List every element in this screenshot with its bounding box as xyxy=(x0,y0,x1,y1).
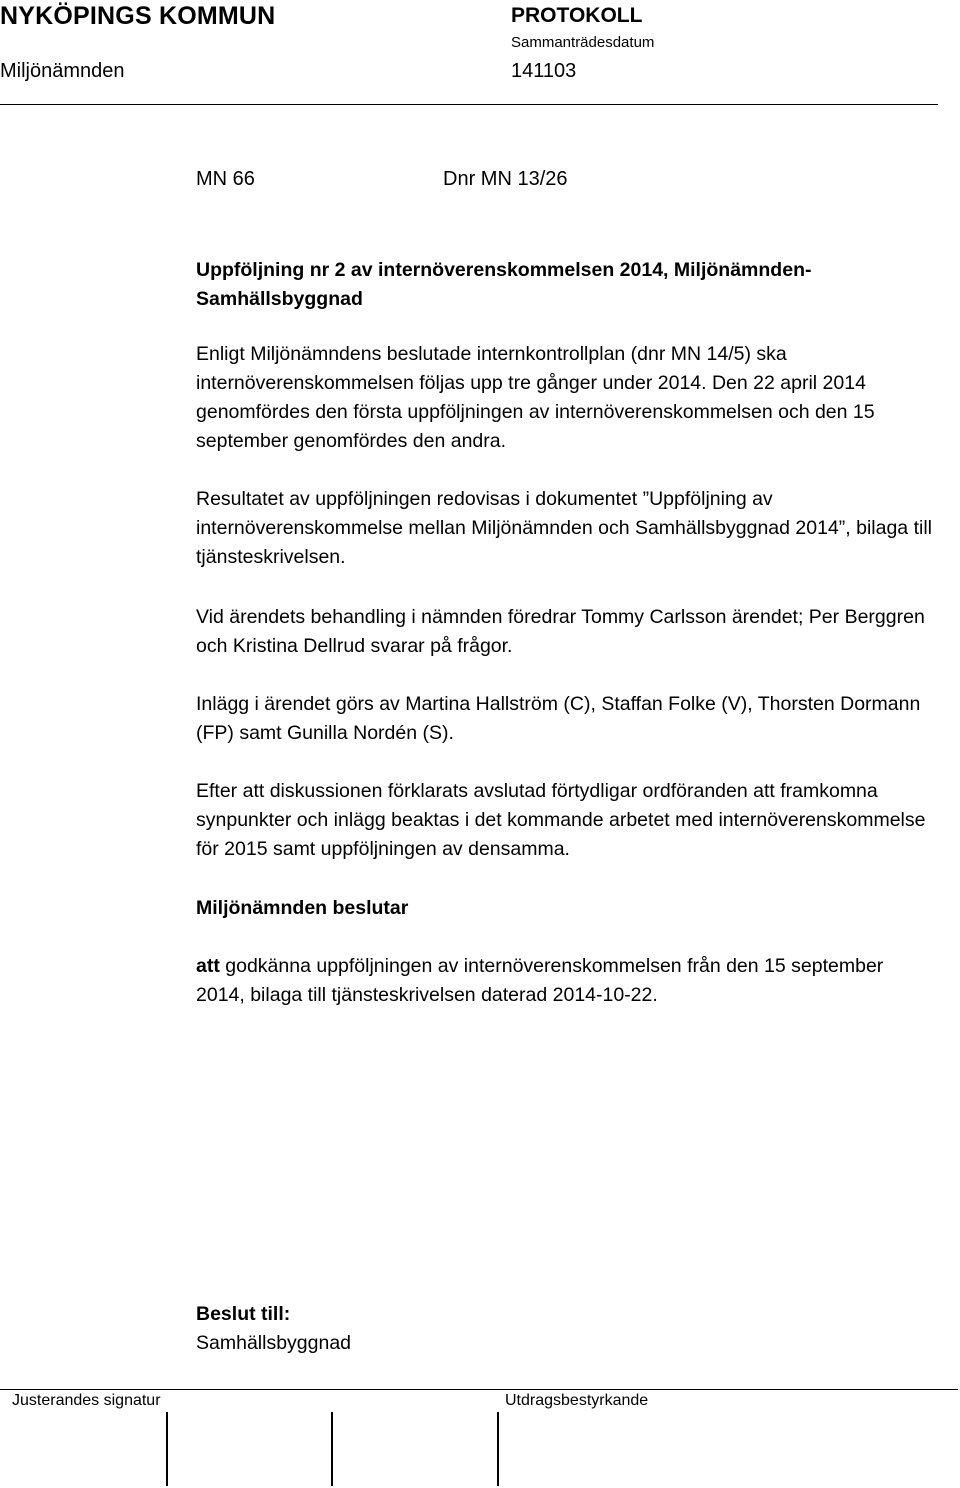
decision-text xyxy=(196,952,936,1010)
paragraph-result: Resultatet av uppföljningen redovisas i dokumentet ”Uppföljning av internöverenskommelse mellan Miljönämnden och Samhällsbyggnad 2014”, bilaga till tjänsteskrivelsen. xyxy=(196,488,932,568)
decision-heading: Miljönämnden beslutar xyxy=(196,897,409,919)
case-subject-line: Samhällsbyggnad xyxy=(196,288,363,310)
meeting-date-label: Sammanträdesdatum xyxy=(511,34,655,51)
signature-box-divider xyxy=(497,1412,499,1486)
document-type: PROTOKOLL xyxy=(511,4,643,27)
case-number: MN 66 xyxy=(196,168,255,190)
paragraph-presentation: Vid ärendets behandling i nämnden föredrar Tommy Carlsson ärendet; Per Berggren och Kristina Dellrud svarar på frågor. xyxy=(196,606,925,657)
paragraph-contributions: Inlägg i ärendet görs av Martina Hallström (C), Staffan Folke (V), Thorsten Dormann (FP) samt Gunilla Nordén (S). xyxy=(196,693,921,744)
signature-box-divider xyxy=(331,1412,333,1486)
decision-keyword: att xyxy=(196,955,220,977)
recipient-label: Beslut till: xyxy=(196,1303,291,1325)
case-subject-line: Uppföljning nr 2 av internöverenskommelsen 2014, Miljönämnden- xyxy=(196,259,812,281)
paragraph-background: Enligt Miljönämndens beslutade internkontrollplan (dnr MN 14/5) ska internöverenskommelsen följas upp tre gånger under 2014. Den 22 april 2014 genomfördes den första uppföljningen av internöverenskommelsen och den 15 september genomfördes den andra. xyxy=(196,343,875,452)
recipient-name: Samhällsbyggnad xyxy=(196,1332,352,1354)
signature-box-divider xyxy=(166,1412,168,1486)
extract-label: Utdragsbestyrkande xyxy=(505,1392,649,1409)
committee-name: Miljönämnden xyxy=(0,60,125,82)
meeting-date: 141103 xyxy=(511,60,577,82)
paragraph-clarification: Efter att diskussionen förklarats avslutad förtydligar ordföranden att framkomna synpunkter och inlägg beaktas i det kommande arbetet med internöverenskommelse för 2015 samt uppföljningen av densamma. xyxy=(196,780,926,860)
decision-body: godkänna uppföljningen av internöverenskommelsen från den 15 september 2014, bilaga till tjänsteskrivelsen daterad 2014-10-22. xyxy=(196,955,884,1006)
header-divider xyxy=(0,104,938,105)
registration-number: Dnr MN 13/26 xyxy=(443,168,568,190)
organization-name: NYKÖPINGS KOMMUN xyxy=(0,2,276,30)
case-subject xyxy=(196,256,811,314)
signature-label: Justerandes signatur xyxy=(12,1392,161,1409)
footer-divider xyxy=(0,1389,958,1390)
